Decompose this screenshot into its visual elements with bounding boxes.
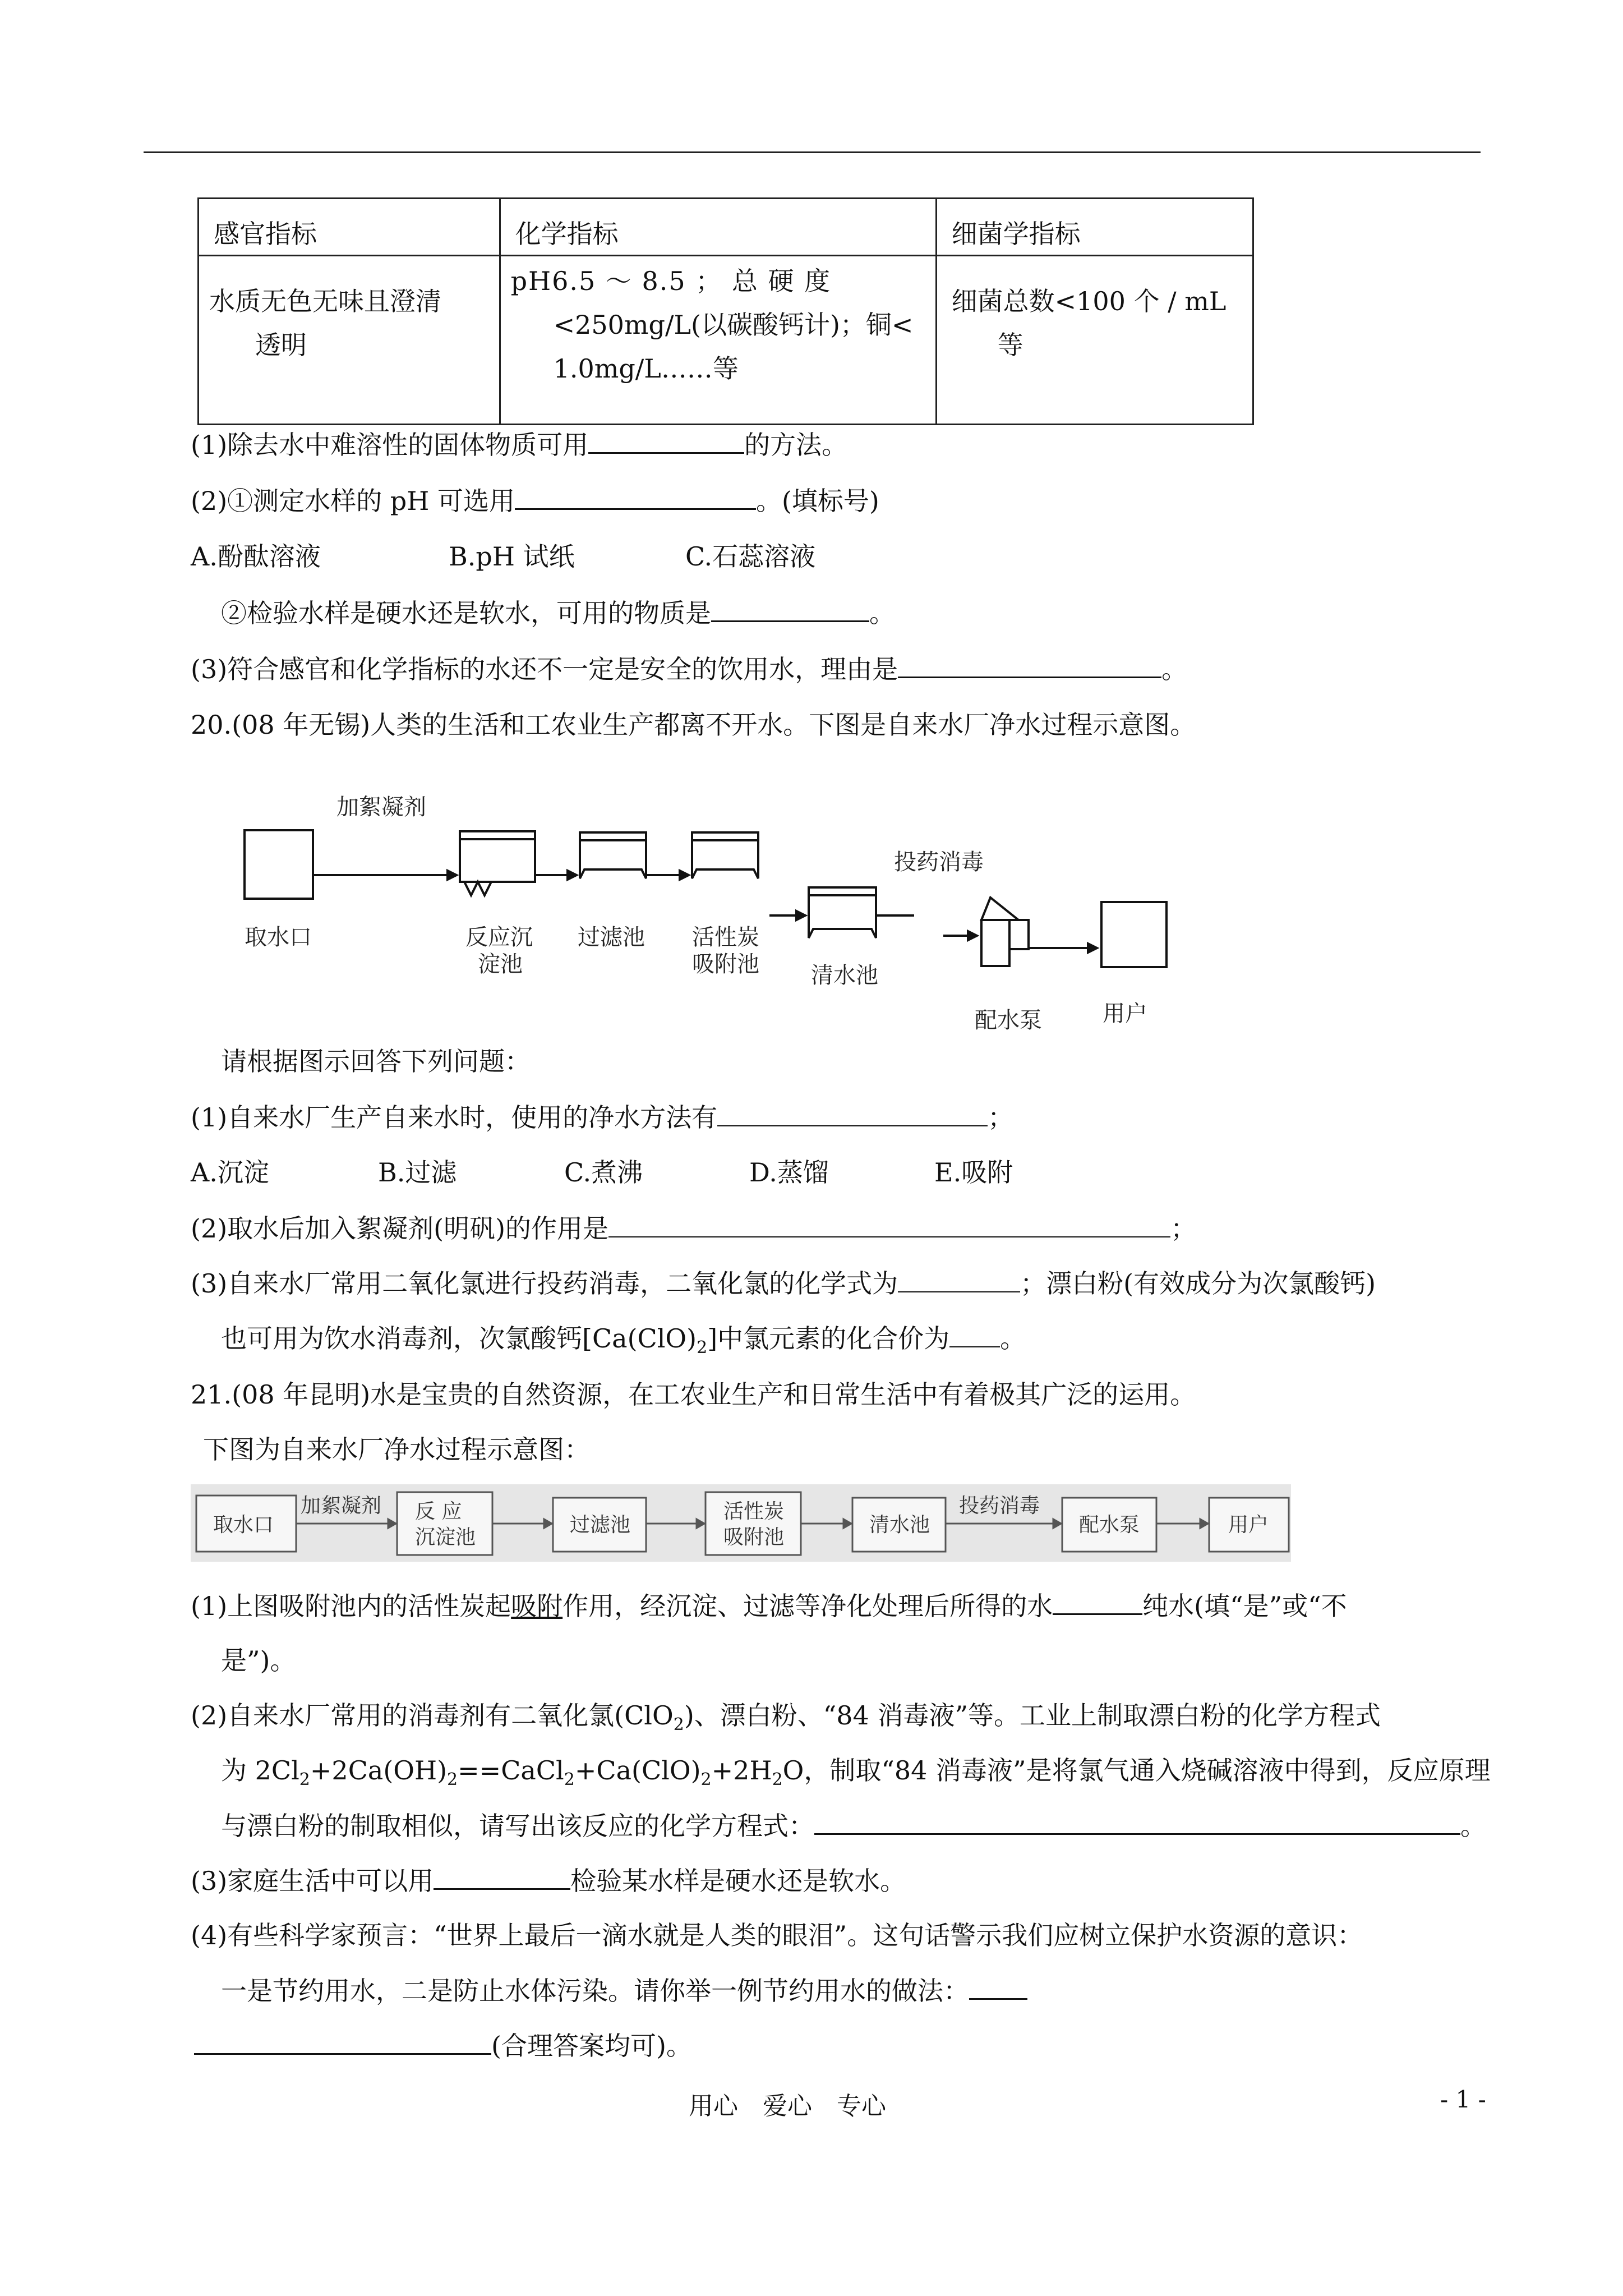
label-reaction-2b: 沉淀池 <box>415 1526 476 1549</box>
header-bacterial: 细菌学指标 <box>951 219 1081 249</box>
label-intake-2: 取水口 <box>213 1513 274 1536</box>
pump-motor <box>1009 920 1029 949</box>
subscript: 2 <box>564 1770 575 1790</box>
label-flocculant-2: 加絮凝剂 <box>301 1494 382 1517</box>
option-a: A.沉淀 <box>191 1157 269 1188</box>
q21-part1 <box>191 1589 1347 1623</box>
q20-part2-tail: ； <box>1170 1213 1197 1244</box>
q21-part4: (4)有些科学家预言：“世界上最后一滴水就是人类的眼泪”。这句话警示我们应树立保护水资源的意识： <box>191 1920 1363 1950</box>
q21-part4-tail: (合理答案均可)。 <box>491 2031 692 2061</box>
option-c: C.石蕊溶液 <box>685 541 816 572</box>
q19-part3 <box>191 652 1187 686</box>
q19-part2-tail: 。(填标号) <box>755 486 879 516</box>
eq-part: +2H <box>711 1755 772 1786</box>
underlined-word: 吸附 <box>511 1591 563 1621</box>
q19-part2-2 <box>221 596 895 630</box>
q21-part2-tail: 。 <box>1460 1811 1486 1841</box>
water-treatment-diagram-2 <box>191 1484 1291 1562</box>
label-filter-2: 过滤池 <box>570 1513 631 1536</box>
option-d: D.蒸馏 <box>749 1157 829 1188</box>
q20-part1-tail: ； <box>988 1102 1014 1133</box>
pump-top <box>981 898 1018 920</box>
table-cell-bacterial <box>936 256 1253 425</box>
eq-part: +Ca(ClO) <box>574 1755 701 1786</box>
q20-part3-text: (3)自来水厂常用二氧化氯进行投药消毒，二氧化氯的化学式为 <box>191 1268 898 1299</box>
q20-intro: 20.(08 年无锡)人类的生活和工农业生产都离不开水。下图是自来水厂净水过程示意图。 <box>191 710 1196 740</box>
blank[interactable] <box>194 2028 491 2055</box>
q21-part1-text-2: 作用，经沉淀、过滤等净化处理后所得的水 <box>562 1591 1053 1621</box>
q19-part3-tail: 。 <box>1161 654 1188 684</box>
eq-part: 为 2Cl <box>221 1755 299 1786</box>
q20-part3-cont <box>221 1322 1026 1365</box>
q20-part2 <box>191 1212 1196 1245</box>
table-cell-chemical <box>500 256 936 425</box>
table-header-cell <box>199 199 500 256</box>
q20-part3-text-4: ]中氯元素的化合价为 <box>707 1323 950 1354</box>
option-a: A.酚酞溶液 <box>191 541 321 572</box>
label-intake: 取水口 <box>245 924 312 950</box>
q20-part3-text-3: 也可用为饮水消毒剂，次氯酸钙[Ca(ClO) <box>221 1323 697 1354</box>
q21-part2 <box>191 1699 1381 1742</box>
q20-part3 <box>191 1267 1376 1300</box>
q21-part4-text: 一是节约用水，二是防止水体污染。请你举一例节约用水的做法： <box>221 1976 969 2006</box>
q19-part1 <box>191 427 847 462</box>
blank[interactable] <box>1053 1589 1142 1615</box>
q21-part1-text: (1)上图吸附池内的活性炭起 <box>191 1591 511 1621</box>
q20-part2-text: (2)取水后加入絮凝剂(明矾)的作用是 <box>191 1213 609 1244</box>
label-pump: 配水泵 <box>975 1007 1042 1033</box>
label-carbon-2b: 吸附池 <box>723 1526 785 1549</box>
q21-part2-text: (2)自来水厂常用的消毒剂有二氧化氯(ClO <box>191 1700 674 1731</box>
q21-intro-2: 下图为自来水厂净水过程示意图： <box>203 1434 590 1465</box>
blank[interactable] <box>814 1809 1460 1835</box>
label-reaction-1: 反应沉 <box>465 924 533 950</box>
q21-part3-tail: 检验某水样是硬水还是软水。 <box>570 1866 906 1896</box>
q19-part3-text: (3)符合感官和化学指标的水还不一定是安全的饮用水，理由是 <box>191 654 898 684</box>
sensory-line-2: 透明 <box>255 330 307 360</box>
option-b: B.pH 试纸 <box>449 541 575 572</box>
water-standards-table <box>197 197 1254 425</box>
subscript: 2 <box>673 1715 684 1735</box>
blank[interactable] <box>711 596 869 622</box>
q21-intro: 21.(08 年昆明)水是宝贵的自然资源，在工农业生产和日常生活中有着极其广泛的运用。 <box>191 1379 1196 1410</box>
subscript: 2 <box>700 1770 712 1790</box>
label-disinfect-2: 投药消毒 <box>959 1494 1040 1517</box>
option-c: C.煮沸 <box>564 1157 643 1188</box>
blank[interactable] <box>969 1973 1027 2000</box>
label-pump-2: 配水泵 <box>1079 1513 1140 1536</box>
subscript: 2 <box>772 1770 783 1790</box>
q21-part4-cont <box>221 1973 1027 2008</box>
blank[interactable] <box>588 427 744 454</box>
label-clear-2: 清水池 <box>869 1513 930 1536</box>
blank[interactable] <box>608 1212 1170 1237</box>
table-header-cell <box>936 199 1253 256</box>
header-chemical: 化学指标 <box>515 219 619 249</box>
blank[interactable] <box>898 652 1161 678</box>
subscript: 2 <box>447 1770 458 1790</box>
q21-part2-equation <box>221 1754 1491 1797</box>
option-e: E.吸附 <box>934 1157 1013 1188</box>
q21-part4-end <box>194 2028 692 2063</box>
q19-part2 <box>191 484 879 518</box>
header-rule <box>144 151 1481 153</box>
label-user-2: 用户 <box>1228 1513 1269 1536</box>
blank[interactable] <box>434 1864 570 1890</box>
page-number: - 1 - <box>1440 2086 1486 2113</box>
label-clear: 清水池 <box>811 963 878 988</box>
label-reaction-2: 淀池 <box>478 951 523 977</box>
eq-part: O，制取“84 消毒液”是将氯气通入烧碱溶液中得到，反应原理 <box>782 1755 1491 1786</box>
intake-box <box>245 830 313 899</box>
label-reaction-2a: 反 应 <box>415 1500 462 1523</box>
label-carbon-2: 吸附池 <box>692 951 759 977</box>
q20-part3-text-2: ；漂白粉(有效成分为次氯酸钙) <box>1020 1268 1376 1299</box>
bacterial-line-2: 等 <box>997 330 1023 360</box>
eq-part: ==CaCl <box>458 1755 564 1786</box>
footer-motto: 用心 爱心 专心 <box>689 2092 886 2120</box>
blank[interactable] <box>717 1101 988 1126</box>
q21-part2-text-3: 与漂白粉的制取相似，请写出该反应的化学方程式： <box>221 1811 814 1841</box>
chemical-line-1: pH6.5 ～ 8.5 ； 总 硬 度 <box>510 266 832 296</box>
subscript: 2 <box>299 1770 310 1790</box>
arrow-head <box>448 871 457 880</box>
q20-part1-text: (1)自来水厂生产自来水时，使用的净水方法有 <box>191 1102 718 1133</box>
table-header-cell <box>500 199 936 256</box>
q21-part2-text-2: )、漂白粉、“84 消毒液”等。工业上制取漂白粉的化学方程式 <box>684 1700 1381 1731</box>
q21-part1-cont: 是”)。 <box>221 1645 296 1676</box>
q20-part3-tail: 。 <box>1000 1323 1026 1354</box>
label-disinfect: 投药消毒 <box>894 849 984 875</box>
sediment-teeth <box>464 882 491 895</box>
q21-part3-text: (3)家庭生活中可以用 <box>191 1866 434 1896</box>
water-treatment-diagram-1 <box>224 785 1290 1055</box>
sensory-line-1: 水质无色无味且澄清 <box>209 286 441 316</box>
label-filter: 过滤池 <box>578 924 645 950</box>
blank[interactable] <box>515 484 756 510</box>
user-box <box>1101 902 1166 967</box>
bacterial-line-1: 细菌总数<100 个 / mL <box>951 286 1227 316</box>
q21-part1-text-3: 纯水(填“是”或“不 <box>1142 1591 1347 1621</box>
table-cell-sensory <box>199 256 500 425</box>
q19-part1-text: (1)除去水中难溶性的固体物质可用 <box>191 430 589 460</box>
q20-part1 <box>191 1101 1013 1134</box>
q20-prompt: 请根据图示回答下列问题： <box>221 1046 531 1076</box>
q19-part2-text: (2)①测定水样的 pH 可选用 <box>191 486 515 516</box>
label-user: 用户 <box>1103 1001 1147 1027</box>
blank[interactable] <box>949 1322 1000 1347</box>
label-flocculant: 加絮凝剂 <box>336 794 426 820</box>
subscript: 2 <box>697 1338 708 1358</box>
chemical-line-2: <250mg/L(以碳酸钙计)；铜< <box>553 310 914 340</box>
q21-part2-cont <box>221 1809 1486 1843</box>
blank[interactable] <box>898 1267 1020 1292</box>
pump-body <box>981 920 1009 966</box>
label-carbon-2a: 活性炭 <box>723 1500 785 1523</box>
eq-part: +2Ca(OH) <box>310 1755 448 1786</box>
label-carbon-1: 活性炭 <box>692 924 759 950</box>
q19-part1-tail: 的方法。 <box>744 430 848 460</box>
q21-part3 <box>191 1864 906 1898</box>
option-b: B.过滤 <box>378 1157 457 1188</box>
chemical-line-3: 1.0mg/L……等 <box>553 353 739 384</box>
q19-part2-2-tail: 。 <box>869 598 895 628</box>
q19-part2-2-text: ②检验水样是硬水还是软水，可用的物质是 <box>221 598 711 628</box>
header-sensory: 感官指标 <box>214 219 317 249</box>
